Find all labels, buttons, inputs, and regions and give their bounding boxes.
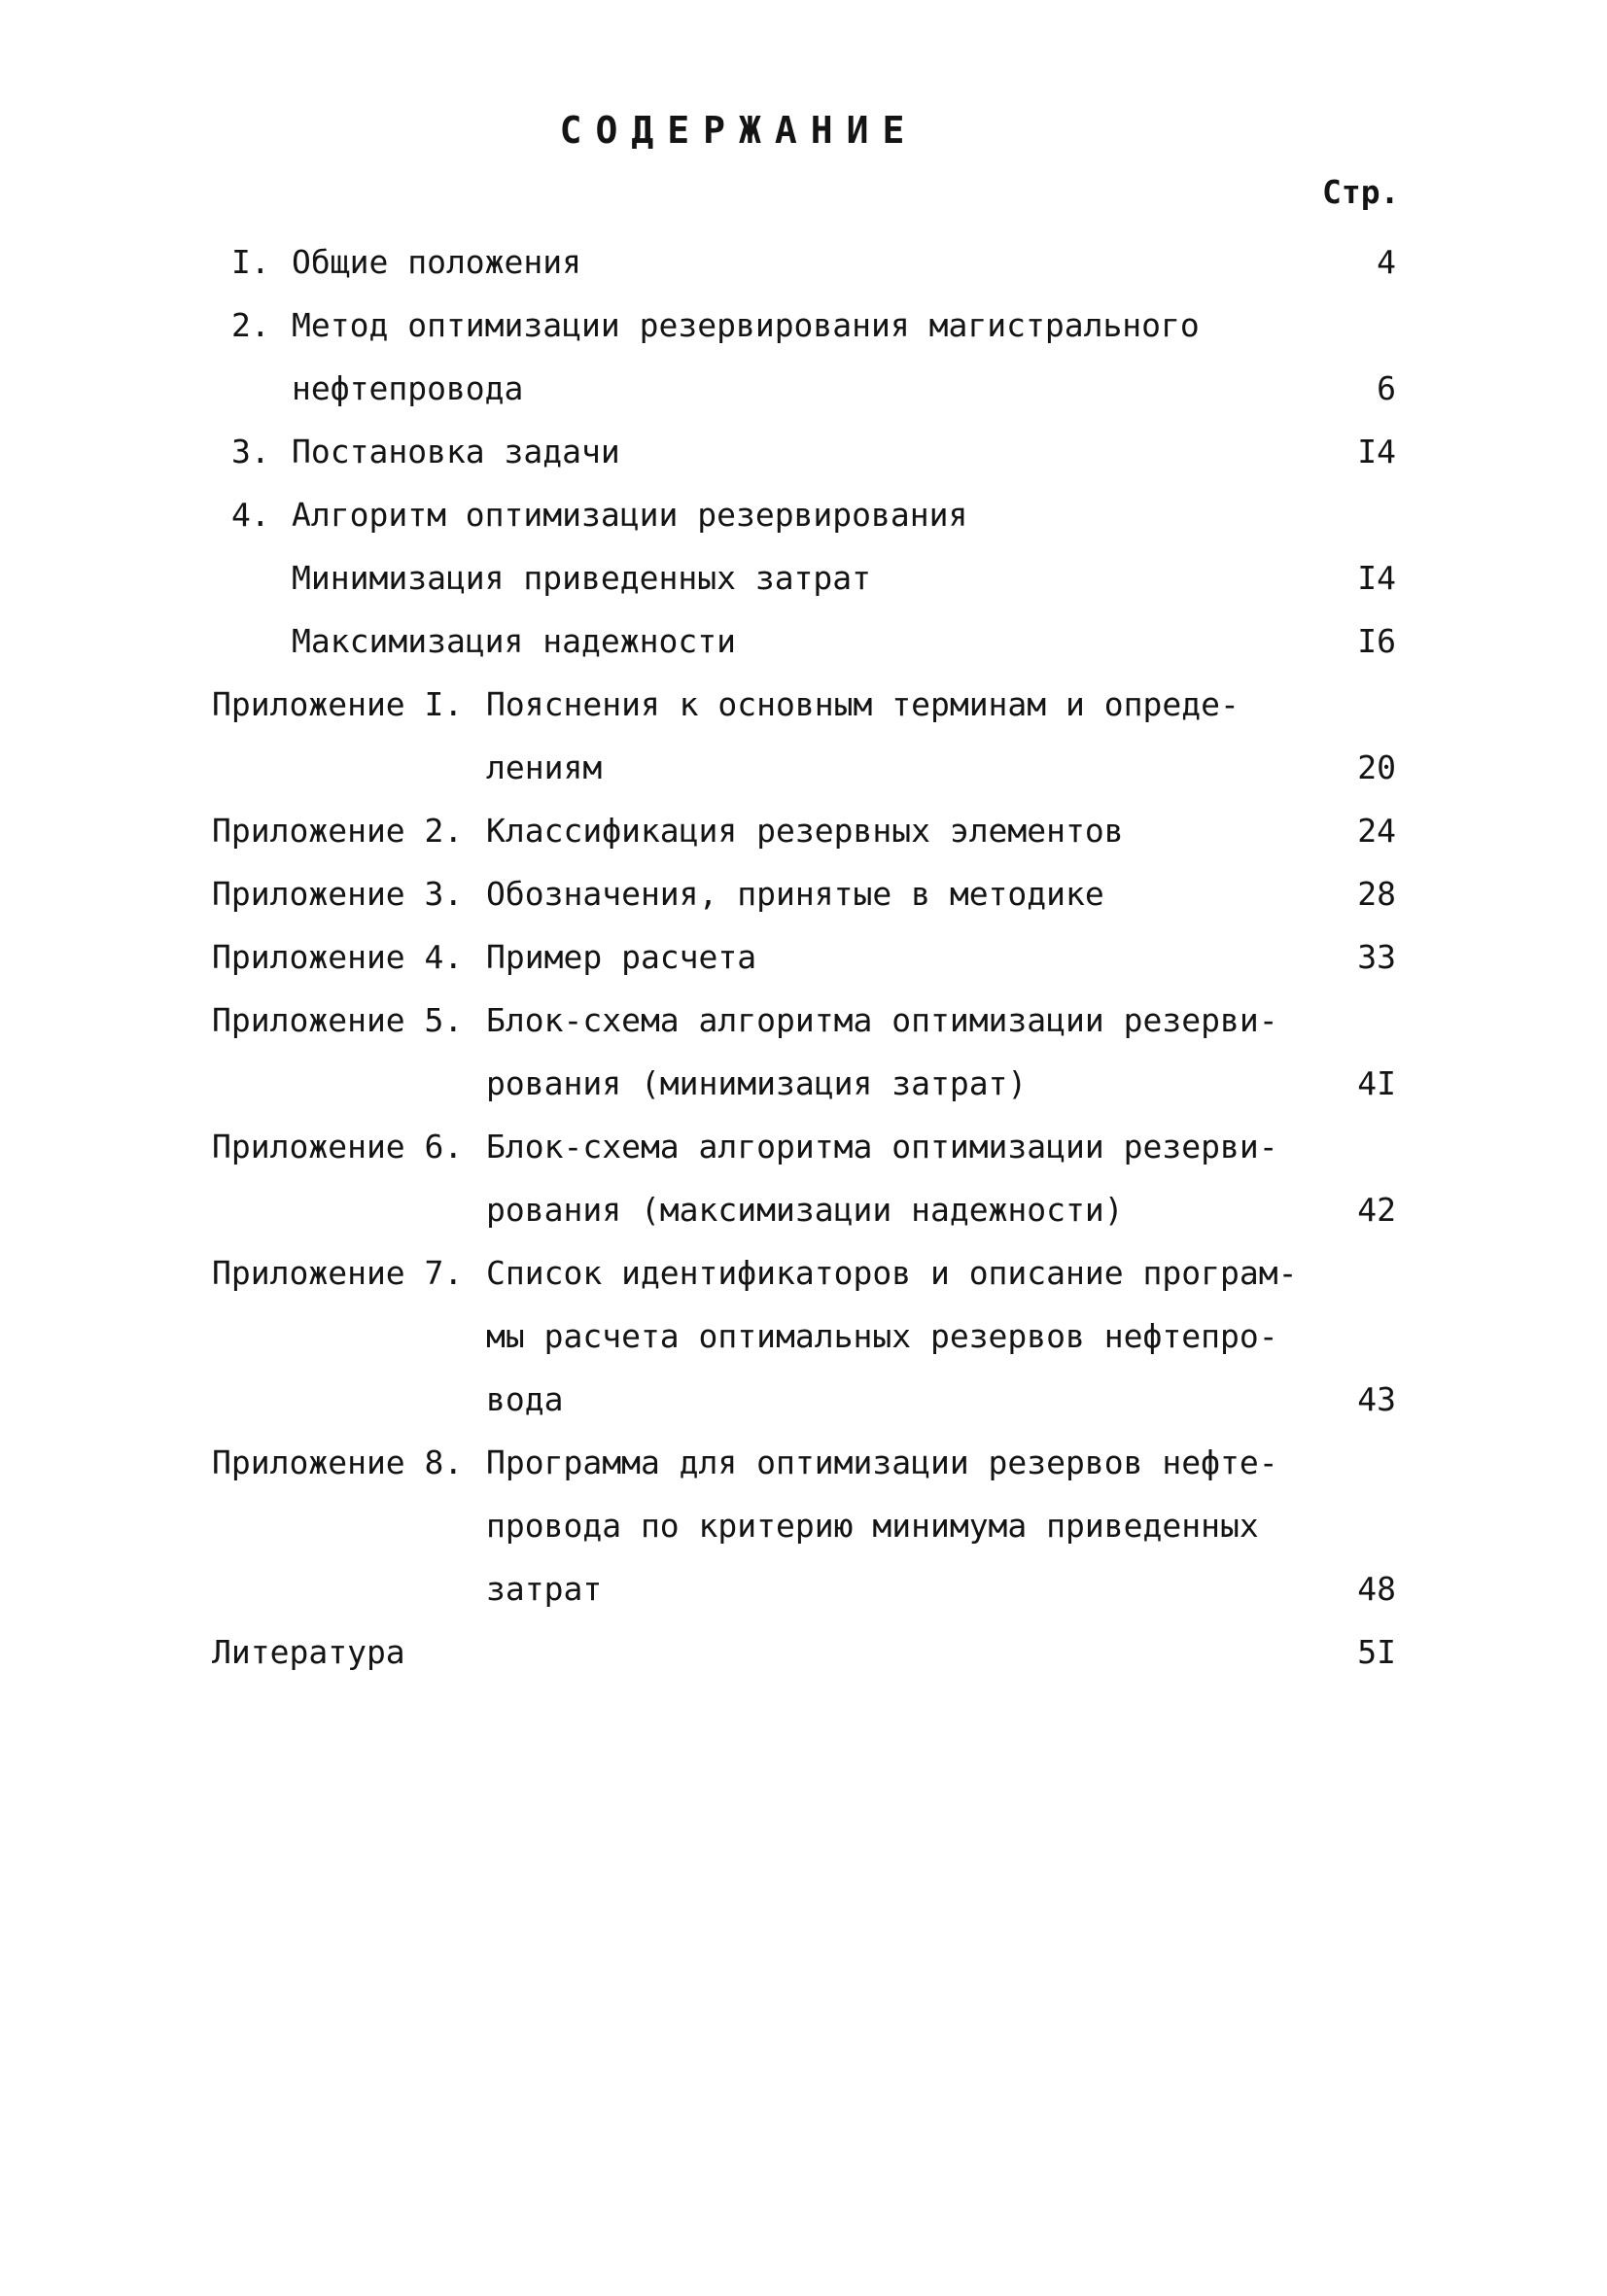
toc-text: Общие положения <box>292 243 582 281</box>
toc-row-11 <box>0 865 1607 923</box>
toc-appendix-label: Приложение 7. <box>212 1254 464 1292</box>
toc-literature-label: Литература <box>212 1633 405 1671</box>
toc-row-1 <box>0 233 1607 292</box>
toc-number: 3. <box>231 433 270 470</box>
toc-row-7 <box>0 612 1607 671</box>
toc-number: I. <box>231 243 270 281</box>
toc-page-number: 48 <box>1357 1570 1396 1608</box>
toc-row-18 <box>0 1307 1607 1366</box>
toc-text: провода по критерию минимума приведенных <box>486 1507 1259 1545</box>
page-column-header: Стр. <box>1322 173 1400 211</box>
toc-text: Алгоритм оптимизации резервирования <box>292 496 968 534</box>
toc-text: Максимизация надежности <box>292 622 736 660</box>
toc-row-22 <box>0 1560 1607 1618</box>
toc-number: 2. <box>231 306 270 344</box>
toc-page-number: 24 <box>1357 812 1396 850</box>
page-title: СОДЕРЖАНИЕ <box>559 109 919 152</box>
toc-page-number: 4 <box>1377 243 1396 281</box>
toc-text: Список идентификаторов и описание програм- <box>486 1254 1298 1292</box>
toc-text: рования (минимизация затрат) <box>486 1064 1028 1102</box>
toc-page-number: I6 <box>1357 622 1396 660</box>
toc-row-19 <box>0 1371 1607 1429</box>
toc-row-4 <box>0 423 1607 481</box>
toc-text: лениям <box>486 748 603 786</box>
toc-text: Блок-схема алгоритма оптимизации резерви- <box>486 1128 1278 1165</box>
toc-page-number: 20 <box>1357 748 1396 786</box>
toc-row-8 <box>0 676 1607 734</box>
toc-page-number: 28 <box>1357 875 1396 913</box>
toc-text: Блок-схема алгоритма оптимизации резерви- <box>486 1001 1278 1039</box>
toc-row-9 <box>0 739 1607 797</box>
toc-page-number: 5I <box>1357 1633 1396 1671</box>
toc-row-16 <box>0 1181 1607 1239</box>
toc-page-number: 6 <box>1377 369 1396 407</box>
toc-row-14 <box>0 1055 1607 1113</box>
toc-text: Постановка задачи <box>292 433 620 470</box>
toc-row-5 <box>0 486 1607 544</box>
toc-row-13 <box>0 991 1607 1050</box>
toc-text: Минимизация приведенных затрат <box>292 559 872 597</box>
toc-text: Метод оптимизации резервирования магистрального <box>292 306 1200 344</box>
toc-appendix-label: Приложение 5. <box>212 1001 464 1039</box>
toc-appendix-label: Приложение 4. <box>212 938 464 976</box>
toc-text: Обозначения, принятые в методике <box>486 875 1104 913</box>
toc-appendix-label: Приложение 2. <box>212 812 464 850</box>
toc-text: Программа для оптимизации резервов нефте- <box>486 1444 1278 1481</box>
toc-row-17 <box>0 1244 1607 1303</box>
toc-text: Пример расчета <box>486 938 757 976</box>
toc-row-21 <box>0 1497 1607 1555</box>
toc-appendix-label: Приложение 8. <box>212 1444 464 1481</box>
toc-text: рования (максимизации надежности) <box>486 1191 1124 1229</box>
toc-text: затрат <box>486 1570 603 1608</box>
toc-row-12 <box>0 928 1607 987</box>
toc-row-6 <box>0 549 1607 608</box>
toc-page-number: I4 <box>1357 433 1396 470</box>
toc-row-10 <box>0 802 1607 860</box>
toc-appendix-label: Приложение 3. <box>212 875 464 913</box>
toc-appendix-label: Приложение 6. <box>212 1128 464 1165</box>
toc-row-15 <box>0 1118 1607 1176</box>
toc-page-number: 33 <box>1357 938 1396 976</box>
toc-row-23 <box>0 1623 1607 1682</box>
toc-row-20 <box>0 1434 1607 1492</box>
toc-row-3 <box>0 360 1607 418</box>
toc-page-number: 43 <box>1357 1380 1396 1418</box>
toc-page-number: 42 <box>1357 1191 1396 1229</box>
toc-row-2 <box>0 296 1607 355</box>
toc-number: 4. <box>231 496 270 534</box>
toc-text: Пояснения к основным терминам и опреде- <box>486 685 1240 723</box>
toc-page-number: I4 <box>1357 559 1396 597</box>
toc-text: мы расчета оптимальных резервов нефтепро- <box>486 1317 1278 1355</box>
toc-text: нефтепровода <box>292 369 524 407</box>
toc-text: вода <box>486 1380 564 1418</box>
toc-appendix-label: Приложение I. <box>212 685 464 723</box>
toc-text: Классификация резервных элементов <box>486 812 1124 850</box>
toc-page-number: 4I <box>1357 1064 1396 1102</box>
